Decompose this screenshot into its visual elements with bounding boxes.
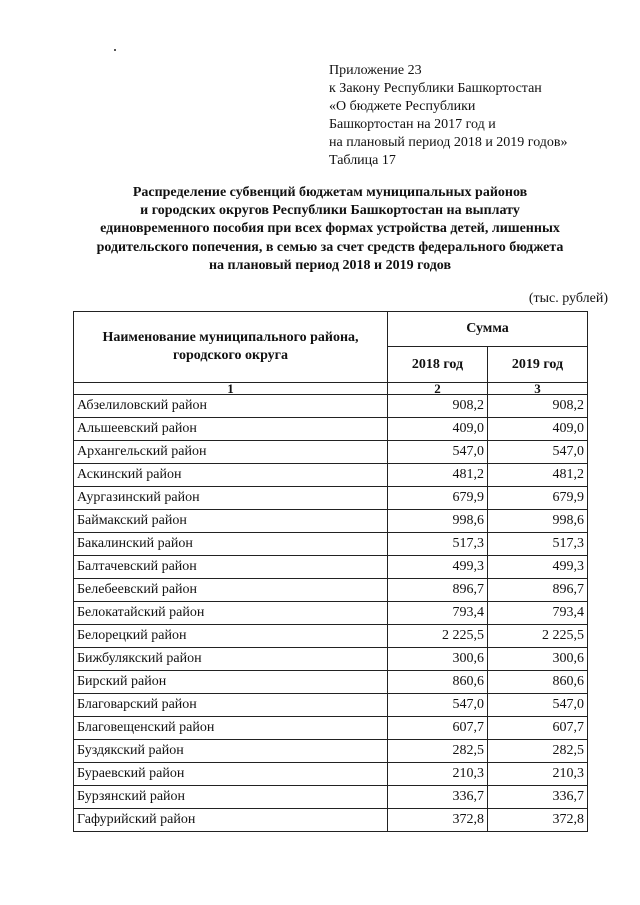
value-2018-cell: 908,2 [388, 395, 488, 418]
district-name-cell: Белорецкий район [74, 625, 388, 648]
value-2018-cell: 547,0 [388, 441, 488, 464]
title-line: Распределение субвенций бюджетам муниципальных районов [132, 185, 528, 200]
district-name-cell: Благовещенский район [74, 717, 388, 740]
title-line: родительского попечения, в семью за счет средств федерального бюджета [96, 239, 564, 255]
table-row [74, 694, 588, 717]
value-2019-cell: 481,2 [488, 464, 588, 487]
value-2018-cell: 499,3 [388, 556, 488, 579]
value-2019-cell: 679,9 [488, 487, 588, 510]
document-title [40, 184, 620, 275]
district-name-cell: Бижбулякский район [74, 648, 388, 671]
value-2019-cell: 896,7 [488, 579, 588, 602]
district-name-cell: Гафурийский район [74, 809, 388, 832]
header-name-line: Наименование муниципального района, [102, 330, 359, 345]
value-2018-cell: 481,2 [388, 464, 488, 487]
appendix-header [329, 62, 568, 170]
appendix-line: на плановый период 2018 и 2019 годов» [329, 135, 568, 150]
district-name-cell: Аскинский район [74, 464, 388, 487]
value-2018-cell: 547,0 [388, 694, 488, 717]
units-label: (тыс. рублей) [528, 291, 608, 306]
value-2019-cell: 210,3 [488, 763, 588, 786]
value-2019-cell: 282,5 [488, 740, 588, 763]
value-2019-cell: 372,8 [488, 809, 588, 832]
header-name-line: городского округа [172, 348, 289, 363]
table-row [74, 786, 588, 809]
value-2019-cell: 409,0 [488, 418, 588, 441]
value-2019-cell: 499,3 [488, 556, 588, 579]
district-name-cell: Бакалинский район [74, 533, 388, 556]
table-row [74, 418, 588, 441]
value-2019-cell: 908,2 [488, 395, 588, 418]
district-name-cell: Благоварский район [74, 694, 388, 717]
table-row [74, 648, 588, 671]
value-2018-cell: 607,7 [388, 717, 488, 740]
appendix-line: Таблица 17 [329, 153, 396, 168]
header-sum-cell: Сумма [388, 312, 588, 347]
table-row [74, 533, 588, 556]
table-row [74, 671, 588, 694]
district-name-cell: Абзелиловский район [74, 395, 388, 418]
value-2018-cell: 2 225,5 [388, 625, 488, 648]
district-name-cell: Бурзянский район [74, 786, 388, 809]
scan-speck [114, 49, 116, 51]
appendix-line: Приложение 23 [329, 63, 422, 78]
header-name-cell [74, 312, 388, 383]
table-row [74, 556, 588, 579]
title-line: на плановый период 2018 и 2019 годов [208, 257, 452, 273]
value-2018-cell: 679,9 [388, 487, 488, 510]
appendix-line: к Закону Республики Башкортостан [329, 81, 542, 96]
table-row [74, 579, 588, 602]
district-name-cell: Баймакский район [74, 510, 388, 533]
value-2019-cell: 547,0 [488, 441, 588, 464]
table-row [74, 441, 588, 464]
value-2019-cell: 300,6 [488, 648, 588, 671]
value-2018-cell: 336,7 [388, 786, 488, 809]
table-row [74, 763, 588, 786]
value-2018-cell: 409,0 [388, 418, 488, 441]
value-2019-cell: 547,0 [488, 694, 588, 717]
table-row [74, 602, 588, 625]
header-year-2019: 2019 год [488, 347, 588, 383]
table-row [74, 464, 588, 487]
value-2019-cell: 607,7 [488, 717, 588, 740]
district-name-cell: Аургазинский район [74, 487, 388, 510]
value-2018-cell: 860,6 [388, 671, 488, 694]
value-2019-cell: 336,7 [488, 786, 588, 809]
subsidy-table [73, 311, 588, 832]
value-2019-cell: 998,6 [488, 510, 588, 533]
table-row [74, 740, 588, 763]
column-number-1: 1 [74, 383, 388, 395]
table-row [74, 625, 588, 648]
value-2019-cell: 2 225,5 [488, 625, 588, 648]
table-row [74, 395, 588, 418]
appendix-line: Башкортостан на 2017 год и [329, 117, 496, 132]
table-row [74, 510, 588, 533]
value-2018-cell: 300,6 [388, 648, 488, 671]
district-name-cell: Белебеевский район [74, 579, 388, 602]
table-row [74, 487, 588, 510]
value-2018-cell: 372,8 [388, 809, 488, 832]
district-name-cell: Альшеевский район [74, 418, 388, 441]
district-name-cell: Балтачевский район [74, 556, 388, 579]
district-name-cell: Буздякский район [74, 740, 388, 763]
table-row [74, 717, 588, 740]
value-2018-cell: 896,7 [388, 579, 488, 602]
appendix-line: «О бюджете Республики [329, 99, 476, 114]
title-line: единовременного пособия при всех формах устройства детей, лишенных [100, 221, 560, 237]
value-2019-cell: 860,6 [488, 671, 588, 694]
district-name-cell: Бирский район [74, 671, 388, 694]
value-2018-cell: 998,6 [388, 510, 488, 533]
title-line: и городских округов Республики Башкортостан на выплату [140, 203, 520, 219]
district-name-cell: Белокатайский район [74, 602, 388, 625]
column-number-2: 2 [388, 383, 488, 395]
value-2018-cell: 282,5 [388, 740, 488, 763]
value-2018-cell: 793,4 [388, 602, 488, 625]
district-name-cell: Архангельский район [74, 441, 388, 464]
district-name-cell: Бураевский район [74, 763, 388, 786]
value-2019-cell: 517,3 [488, 533, 588, 556]
value-2018-cell: 210,3 [388, 763, 488, 786]
column-number-3: 3 [488, 383, 588, 395]
header-year-2018: 2018 год [388, 347, 488, 383]
value-2019-cell: 793,4 [488, 602, 588, 625]
table-row [74, 809, 588, 832]
value-2018-cell: 517,3 [388, 533, 488, 556]
